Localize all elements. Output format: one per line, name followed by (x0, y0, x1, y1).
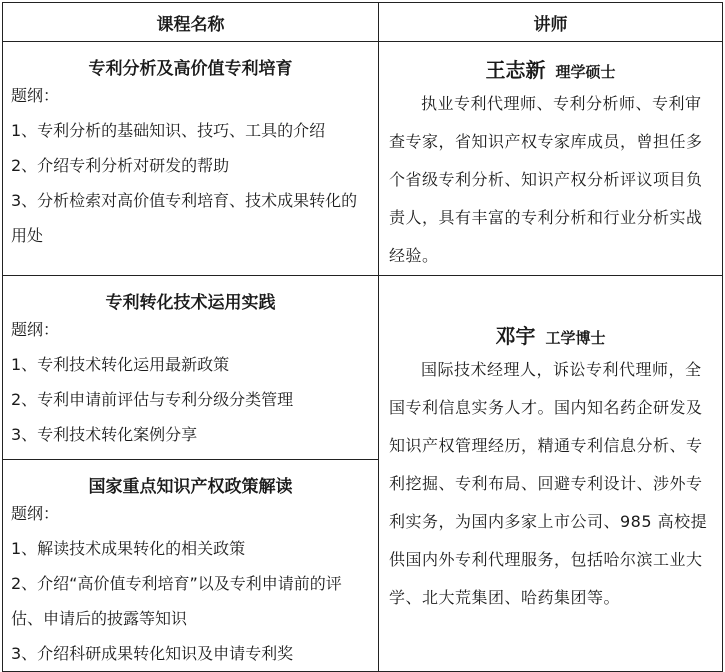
outline-label-3: 题纲： (11, 504, 60, 523)
header-row (3, 3, 723, 42)
outline-item: 1、专利技术转化运用最新政策 (11, 355, 230, 374)
outline-item: 2、介绍专利分析对研发的帮助 (11, 156, 230, 175)
teacher-cell-2 (379, 276, 723, 672)
outline-item: 3、介绍科研成果转化知识及申请专利奖 (11, 644, 294, 663)
teacher-name-text-1: 王志新 (485, 58, 546, 82)
outline-item: 3、专利技术转化案例分享 (11, 425, 198, 444)
course-row-1 (3, 42, 723, 276)
course-table (2, 2, 723, 672)
outline-item: 2、介绍“高价值专利培育”以及专利申请前的评估、申请后的披露等知识 (11, 574, 342, 628)
teacher-bio-1: 执业专利代理师、专利分析师、专利审查专家，省知识产权专家库成员，曾担任多个省级专利分析、知识产权分析评议项目负责人，具有丰富的专利分析和行业分析实战经验。 (389, 94, 703, 265)
course-title-1: 专利分析及高价值专利培育 (88, 59, 293, 79)
teacher-degree-2: 工学博士 (545, 329, 606, 347)
course-cell-2 (3, 276, 379, 460)
outline-label-2: 题纲： (11, 320, 60, 339)
teacher-name-text-2: 邓宇 (495, 324, 536, 348)
teacher-name-1 (379, 42, 722, 83)
course-title-3: 国家重点知识产权政策解读 (88, 477, 293, 497)
teacher-name-2 (379, 276, 722, 349)
teacher-degree-1: 理学硕士 (555, 63, 616, 81)
outline-label-1: 题纲： (11, 86, 60, 105)
outline-item: 3、分析检索对高价值专利培育、技术成果转化的用处 (11, 191, 358, 245)
teacher-cell-1 (379, 42, 723, 276)
course-cell-1 (3, 42, 379, 276)
outline-item: 1、专利分析的基础知识、技巧、工具的介绍 (11, 121, 326, 140)
teacher-bio-2: 国际技术经理人，诉讼专利代理师，全国专利信息实务人才。国内知名药企研发及知识产权管理经历，精通专利信息分析、专利挖掘、专利布局、回避专利设计、涉外专利实务，为国内多家上市公司、985 高校提供国内外专利代理服务，包括哈尔滨工业大学、北大荒集团、哈药集团等。 (389, 360, 708, 607)
course-cell-3 (3, 460, 379, 672)
course-row-2 (3, 276, 723, 460)
course-name-header: 课程名称 (3, 3, 379, 42)
outline-item: 1、解读技术成果转化的相关政策 (11, 539, 246, 558)
course-title-2: 专利转化技术运用实践 (105, 293, 276, 313)
outline-item: 2、专利申请前评估与专利分级分类管理 (11, 390, 294, 409)
teacher-header: 讲师 (379, 3, 723, 42)
course-table-page (2, 2, 722, 668)
